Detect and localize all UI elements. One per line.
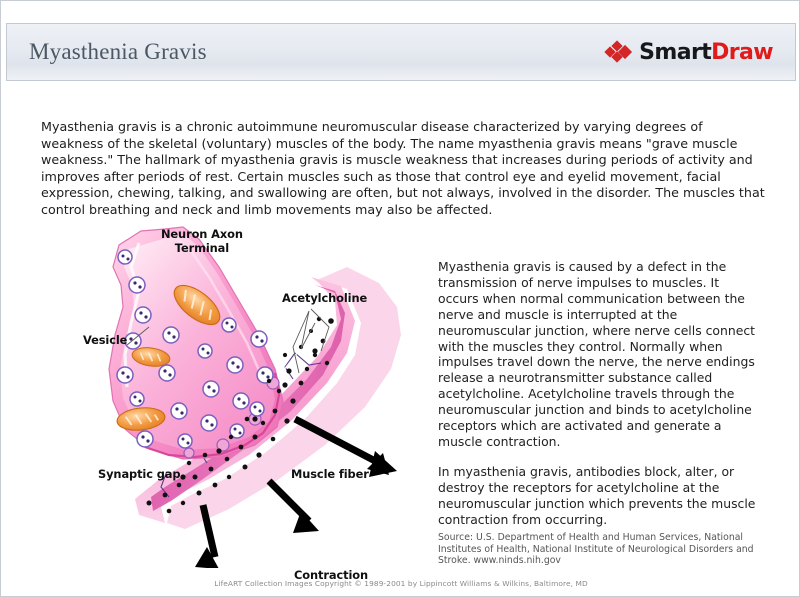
smartdraw-diamond-icon bbox=[606, 41, 632, 63]
copyright-notice: LifeART Collection Images Copyright © 1989-2001 by Lippincott Williams & Wilkins, Baltimore, MD bbox=[214, 579, 588, 588]
smartdraw-wordmark bbox=[639, 40, 773, 65]
smartdraw-logo bbox=[606, 40, 795, 65]
explanation-column bbox=[438, 259, 756, 542]
logo-text-draw: Draw bbox=[711, 39, 773, 65]
page-header bbox=[6, 23, 796, 81]
intro-paragraph: Myasthenia gravis is a chronic autoimmune neuromuscular disease characterized by varying degrees of weakness of the skeletal (voluntary) muscles of the body. The name myasthenia gravis means "grave muscle weakness." The hallmark of myasthenia gravis is muscle weakness that increases during periods of activity and improves after periods of rest. Certain muscles such as those that control eye and eyelid movement, facial expression, chewing, talking, and swallowing are often, but not always, involved in the disorder. The muscles that control breathing and neck and limb movements may also be affected. bbox=[41, 119, 765, 217]
explanation-paragraph-1: Myasthenia gravis is caused by a defect in the transmission of nerve impulses to muscles. It occurs when normal communication between the nerve and muscle is interrupted at the neuromuscular junction, where nerve cells connect with the muscles they control. Normally when impulses travel down the nerve, the nerve endings release a neurotransmitter substance called acetylcholine. Acetylcholine travels through the neuromuscular junction and binds to acetylcholine receptors which are activated and generate a muscle contraction. bbox=[438, 259, 755, 449]
label-contraction: Contraction bbox=[294, 568, 368, 582]
label-neuron-axon-terminal bbox=[161, 227, 243, 255]
label-acetylcholine: Acetylcholine bbox=[282, 291, 368, 305]
label-neuron-axon-line1: Neuron Axon bbox=[161, 227, 243, 241]
label-vesicle: Vesicle bbox=[83, 333, 128, 347]
label-muscle-fiber: Muscle fiber bbox=[291, 467, 369, 481]
source-citation: Source: U.S. Department of Health and Human Services, National Institutes of Health, National Institute of Neurological Disorders and Stroke. www.ninds.nih.gov bbox=[438, 532, 754, 567]
neuromuscular-junction-illustration bbox=[79, 223, 431, 582]
logo-text-smart: Smart bbox=[639, 39, 712, 65]
label-neuron-axon-line2: Terminal bbox=[174, 241, 230, 255]
page-title: Myasthenia Gravis bbox=[29, 39, 207, 64]
illustration-svg bbox=[79, 223, 431, 568]
label-synaptic-gap: Synaptic gap bbox=[98, 467, 181, 481]
explanation-paragraph-2: In myasthenia gravis, antibodies block, alter, or destroy the receptors for acetylcholine at the neuromuscular junction which prevents the muscle contraction from occurring. bbox=[438, 463, 756, 527]
